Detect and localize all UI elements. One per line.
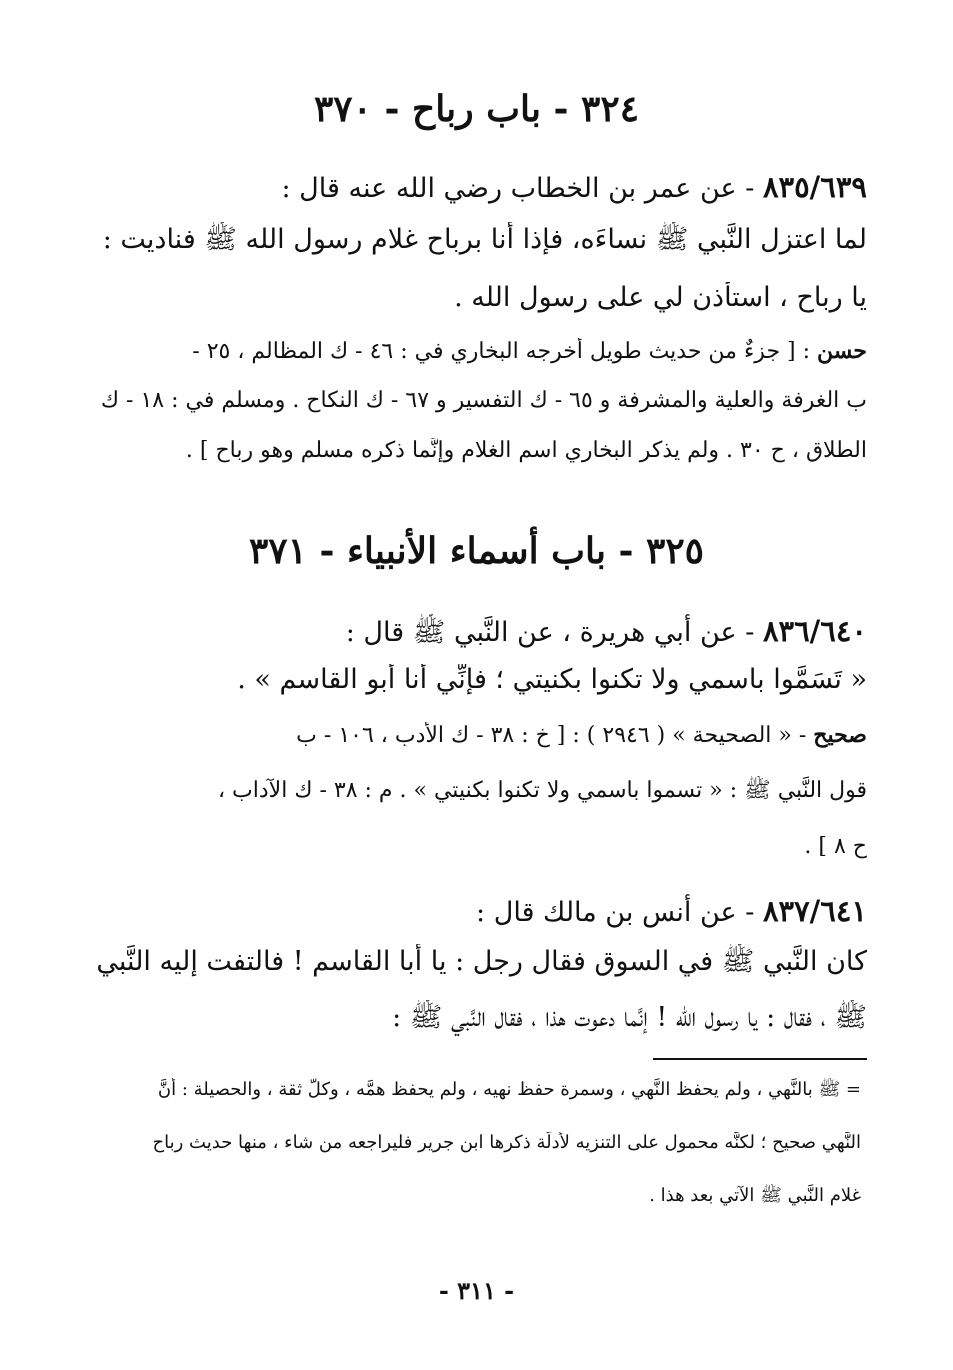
takhrij-line: قول النَّبي ﷺ : « تسموا باسمي ولا تكنوا بكنيتي » . م : ٣٨ - ك الآداب ، xyxy=(217,778,867,803)
hadith-text-line: « تَسَمَّوا باسمي ولا تكنوا بكنيتي ؛ فإنِّي أنا أبو القاسم » . xyxy=(237,664,867,695)
hadith-intro: - عن أبي هريرة ، عن النَّبي ﷺ قال : xyxy=(345,617,763,648)
hadith-number: ٨٣٥/٦٣٩ xyxy=(762,170,867,204)
chapter-title-325: ٣٢٥ - باب أسماء الأنبياء - ٣٧١ xyxy=(248,530,705,572)
hadith-heading-835 xyxy=(86,170,867,204)
hadith-text-line: لما اعتزل النَّبي ﷺ نساءَه، فإذا أنا برباح غلام رسول الله ﷺ فناديت : xyxy=(102,224,867,255)
chapter-title-324: ٣٢٤ - باب رباح - ٣٧٠ xyxy=(313,88,640,130)
page-number: - ٣١١ - xyxy=(438,1276,515,1305)
hadith-heading-837 xyxy=(86,894,867,928)
hadith-number: ٨٣٧/٦٤١ xyxy=(762,894,867,928)
footnote-line: النَّهي صحيح ؛ لكنَّه محمول على التنزيه لأدلَّة ذكرها ابن جرير فليراجعه من شاء ، منها حديث رباح xyxy=(152,1132,861,1153)
takhrij-line: ب الغرفة والعلية والمشرفة و ٦٥ - ك التفسير و ٦٧ - ك النكاح . ومسلم في : ١٨ - ك xyxy=(100,388,867,413)
hadith-grade: حسن xyxy=(817,338,867,364)
hadith-heading-836 xyxy=(86,614,867,655)
takhrij-line: ح ٨ ] . xyxy=(804,834,867,859)
hadith-intro: - عن أنس بن مالك قال : xyxy=(476,897,763,928)
hadith-grade: صحيح xyxy=(813,722,867,748)
hadith-text-line: يا رباح ، استأذن لي على رسول الله . xyxy=(454,282,867,313)
hadith-text-line: ﷺ ، فقال : يا رسول الله ! إنَّما دعوت هذا ، فقال النَّبي ﷺ : xyxy=(392,1002,867,1033)
footnote-separator xyxy=(653,1058,867,1060)
hadith-text-line: كان النَّبي ﷺ في السوق فقال رجل : يا أبا القاسم ! فالتفت إليه النَّبي xyxy=(96,946,867,977)
takhrij-line: الطلاق ، ح ٣٠ . ولم يذكر البخاري اسم الغلام وإنَّما ذكره مسلم وهو رباح ] . xyxy=(185,438,867,463)
footnote-line: غلام النَّبي ﷺ الآتي بعد هذا . xyxy=(649,1185,861,1206)
takhrij-text: - « الصحيحة » ( ٢٩٤٦ ) : [ خ : ٣٨ - ك الأدب ، ١٠٦ - ب xyxy=(296,723,814,748)
footnote-line: = ﷺ بالنَّهي ، ولم يحفظ النَّهي ، وسمرة حفظ نهيه ، ولم يحفظ همَّه ، وكلٌّ ثقة ، والحصيلة : أنَّ xyxy=(157,1079,861,1100)
takhrij-line xyxy=(86,338,867,364)
hadith-intro: - عن عمر بن الخطاب رضي الله عنه قال : xyxy=(281,173,763,204)
takhrij-text: : [ جزءٌ من حديث طويل أخرجه البخاري في : ٤٦ - ك المظالم ، ٢٥ - xyxy=(192,339,818,364)
takhrij-line xyxy=(86,722,867,748)
hadith-number: ٨٣٦/٦٤٠ xyxy=(762,614,867,648)
